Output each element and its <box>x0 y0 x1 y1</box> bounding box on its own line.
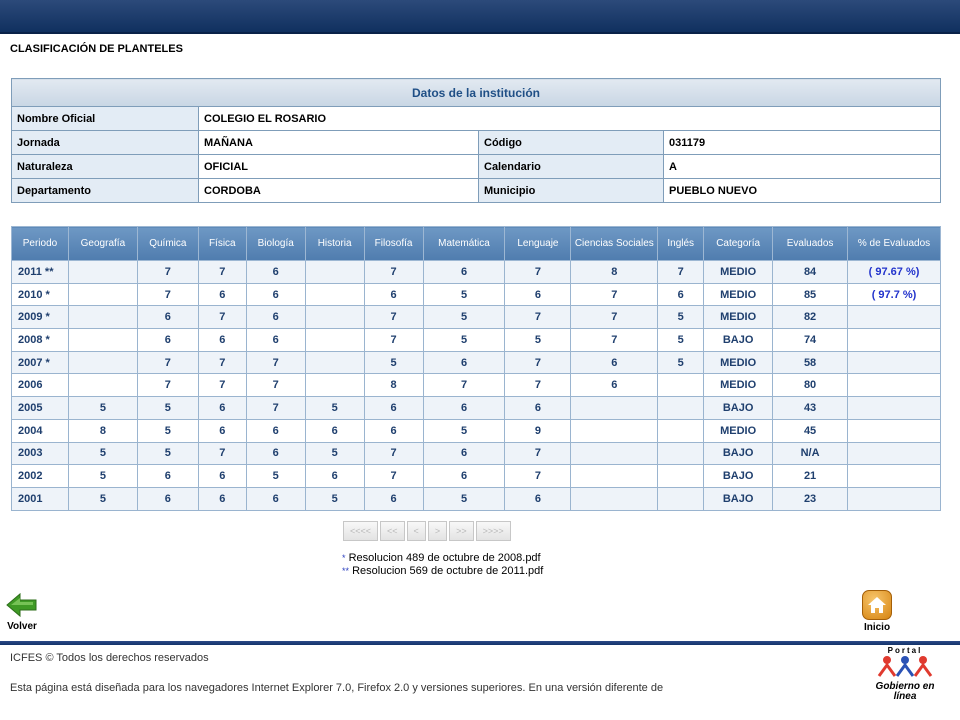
table-cell: 6 <box>364 419 423 442</box>
gov-portal-label: Portal <box>887 646 923 655</box>
departamento-label: Departamento <box>12 179 199 203</box>
table-cell: 80 <box>773 374 848 397</box>
table-cell: 6 <box>198 397 246 420</box>
table-cell <box>658 419 704 442</box>
page-next-many-button[interactable]: >> <box>449 521 474 541</box>
table-cell: 6 <box>364 283 423 306</box>
table-cell: 43 <box>773 397 848 420</box>
table-cell: 5 <box>423 306 505 329</box>
column-header-11: Categoría <box>704 227 773 261</box>
table-cell: 5 <box>505 329 571 352</box>
column-header-4: Biología <box>246 227 305 261</box>
table-cell: 6 <box>246 306 305 329</box>
table-cell: 6 <box>505 283 571 306</box>
table-cell: BAJO <box>704 329 773 352</box>
table-cell: 7 <box>364 306 423 329</box>
page-title: CLASIFICACIÓN DE PLANTELES <box>10 43 183 55</box>
table-cell: 7 <box>137 261 198 284</box>
table-cell <box>305 283 364 306</box>
period-cell: 2011 ** <box>12 261 69 284</box>
table-cell <box>658 397 704 420</box>
table-cell <box>305 261 364 284</box>
table-cell: 5 <box>137 442 198 465</box>
table-cell <box>305 374 364 397</box>
table-cell <box>68 261 137 284</box>
table-cell: 8 <box>571 261 658 284</box>
table-cell: 6 <box>364 397 423 420</box>
table-cell: 6 <box>423 261 505 284</box>
table-cell: 7 <box>364 465 423 488</box>
table-cell: 5 <box>137 397 198 420</box>
page-next-button[interactable]: > <box>428 521 447 541</box>
column-header-12: Evaluados <box>773 227 848 261</box>
table-cell: 45 <box>773 419 848 442</box>
table-cell: MEDIO <box>704 374 773 397</box>
municipio-label: Municipio <box>479 179 664 203</box>
table-cell <box>848 329 941 352</box>
column-header-1: Geografía <box>68 227 137 261</box>
table-cell: 6 <box>658 283 704 306</box>
table-cell <box>848 306 941 329</box>
table-cell: 82 <box>773 306 848 329</box>
table-row <box>12 442 941 465</box>
period-cell: 2010 * <box>12 283 69 306</box>
note-2011-link[interactable]: Resolucion 569 de octubre de 2011.pdf <box>352 565 544 577</box>
table-cell: 6 <box>137 306 198 329</box>
table-cell <box>848 465 941 488</box>
table-cell <box>68 306 137 329</box>
column-header-8: Lenguaje <box>505 227 571 261</box>
gov-name-label: Gobierno en línea <box>875 681 935 702</box>
table-cell <box>658 442 704 465</box>
table-cell: 58 <box>773 351 848 374</box>
table-cell: 5 <box>305 442 364 465</box>
table-cell <box>68 329 137 352</box>
gobierno-en-linea-logo[interactable] <box>864 646 946 702</box>
table-cell: 7 <box>198 442 246 465</box>
resolution-notes <box>342 552 543 578</box>
table-cell: 6 <box>246 261 305 284</box>
period-cell: 2005 <box>12 397 69 420</box>
people-figures-icon <box>875 655 935 677</box>
table-cell: 7 <box>505 261 571 284</box>
page-first-button[interactable]: <<<< <box>343 521 378 541</box>
table-cell: BAJO <box>704 397 773 420</box>
table-cell: 5 <box>423 283 505 306</box>
table-cell: BAJO <box>704 465 773 488</box>
table-cell: 7 <box>364 261 423 284</box>
institution-table <box>11 78 941 203</box>
table-cell <box>305 351 364 374</box>
table-cell <box>68 374 137 397</box>
table-cell: BAJO <box>704 442 773 465</box>
table-cell: 7 <box>198 374 246 397</box>
table-cell: 7 <box>137 374 198 397</box>
table-cell: 7 <box>658 261 704 284</box>
jornada-value: MAÑANA <box>199 131 479 155</box>
calendario-value: A <box>664 155 941 179</box>
table-cell <box>848 374 941 397</box>
table-cell <box>305 306 364 329</box>
table-cell: 6 <box>423 351 505 374</box>
table-cell: 5 <box>305 487 364 510</box>
table-cell: 7 <box>505 306 571 329</box>
codigo-label: Código <box>479 131 664 155</box>
table-cell: 9 <box>505 419 571 442</box>
browser-note: Esta página está diseñada para los navegadores Internet Explorer 7.0, Firefox 2.0 y versiones superiores. En una versión diferente de <box>10 682 664 694</box>
table-cell: MEDIO <box>704 419 773 442</box>
table-cell <box>658 465 704 488</box>
table-row <box>12 487 941 510</box>
table-cell: 6 <box>137 465 198 488</box>
period-cell: 2003 <box>12 442 69 465</box>
table-cell: 7 <box>571 306 658 329</box>
table-cell: 5 <box>423 329 505 352</box>
table-cell <box>571 397 658 420</box>
table-cell <box>571 419 658 442</box>
table-cell: 7 <box>246 397 305 420</box>
table-cell <box>571 487 658 510</box>
table-cell <box>848 419 941 442</box>
results-body <box>12 261 941 511</box>
table-cell: 5 <box>305 397 364 420</box>
home-button[interactable] <box>862 590 892 633</box>
municipio-value: PUEBLO NUEVO <box>664 179 941 203</box>
table-cell: 6 <box>505 397 571 420</box>
column-header-5: Historia <box>305 227 364 261</box>
footer-divider <box>0 641 960 645</box>
table-cell: 7 <box>198 351 246 374</box>
table-cell: BAJO <box>704 487 773 510</box>
codigo-value: 031179 <box>664 131 941 155</box>
table-cell <box>658 374 704 397</box>
table-row <box>12 351 941 374</box>
table-cell: 6 <box>198 283 246 306</box>
table-cell <box>305 329 364 352</box>
period-cell: 2009 * <box>12 306 69 329</box>
table-cell: 74 <box>773 329 848 352</box>
table-cell: 6 <box>571 374 658 397</box>
table-cell <box>68 283 137 306</box>
note-2008 <box>342 552 543 565</box>
table-cell: 6 <box>246 329 305 352</box>
page-prev-many-button[interactable]: << <box>380 521 405 541</box>
table-cell: MEDIO <box>704 261 773 284</box>
naturaleza-value: OFICIAL <box>199 155 479 179</box>
table-cell: MEDIO <box>704 306 773 329</box>
table-cell: 7 <box>423 374 505 397</box>
table-cell <box>571 442 658 465</box>
table-cell: 23 <box>773 487 848 510</box>
table-cell: 5 <box>658 329 704 352</box>
copyright-text: ICFES © Todos los derechos reservados <box>10 652 209 664</box>
table-cell: 5 <box>137 419 198 442</box>
table-cell: 21 <box>773 465 848 488</box>
period-cell: 2001 <box>12 487 69 510</box>
back-button[interactable] <box>5 592 39 632</box>
table-cell: 8 <box>364 374 423 397</box>
table-cell: 6 <box>423 465 505 488</box>
table-cell: 7 <box>137 351 198 374</box>
table-cell: 6 <box>198 465 246 488</box>
note-2011-marker: ** <box>342 566 350 576</box>
table-cell: 5 <box>658 351 704 374</box>
table-cell: 7 <box>364 442 423 465</box>
table-row <box>12 283 941 306</box>
column-header-0: Periodo <box>12 227 69 261</box>
results-table <box>11 226 941 511</box>
table-cell: 6 <box>246 419 305 442</box>
table-cell: 5 <box>68 397 137 420</box>
nombre-label: Nombre Oficial <box>12 107 199 131</box>
table-cell <box>68 351 137 374</box>
column-header-3: Física <box>198 227 246 261</box>
table-cell: 6 <box>423 397 505 420</box>
table-cell: 5 <box>423 419 505 442</box>
table-cell <box>658 487 704 510</box>
table-cell: N/A <box>773 442 848 465</box>
table-cell: 7 <box>505 465 571 488</box>
period-cell: 2002 <box>12 465 69 488</box>
table-cell: 7 <box>198 261 246 284</box>
naturaleza-label: Naturaleza <box>12 155 199 179</box>
table-cell: 7 <box>246 374 305 397</box>
table-cell <box>848 397 941 420</box>
nombre-value: COLEGIO EL ROSARIO <box>199 107 941 131</box>
table-row <box>12 329 941 352</box>
table-cell: 6 <box>505 487 571 510</box>
table-cell: 6 <box>305 465 364 488</box>
table-cell: 6 <box>198 329 246 352</box>
column-header-13: % de Evaluados <box>848 227 941 261</box>
table-cell: 7 <box>505 374 571 397</box>
note-2011 <box>342 565 543 578</box>
green-left-arrow-icon <box>5 592 39 618</box>
table-cell: ( 97.67 %) <box>848 261 941 284</box>
table-cell: 6 <box>246 442 305 465</box>
table-cell: 5 <box>68 465 137 488</box>
table-row <box>12 261 941 284</box>
table-cell: 5 <box>246 465 305 488</box>
table-cell: 7 <box>364 329 423 352</box>
table-cell: 7 <box>505 351 571 374</box>
table-cell: 5 <box>68 442 137 465</box>
table-cell: MEDIO <box>704 351 773 374</box>
table-cell: MEDIO <box>704 283 773 306</box>
column-header-6: Filosofía <box>364 227 423 261</box>
table-cell: 6 <box>137 329 198 352</box>
table-cell: 7 <box>137 283 198 306</box>
table-cell: 7 <box>198 306 246 329</box>
column-header-7: Matemática <box>423 227 505 261</box>
table-cell: 6 <box>198 487 246 510</box>
table-cell: 8 <box>68 419 137 442</box>
table-row <box>12 306 941 329</box>
table-cell: 7 <box>246 351 305 374</box>
note-2008-link[interactable]: Resolucion 489 de octubre de 2008.pdf <box>348 552 541 564</box>
table-cell: 85 <box>773 283 848 306</box>
column-header-10: Inglés <box>658 227 704 261</box>
page-last-button[interactable]: >>>> <box>476 521 511 541</box>
table-cell: 5 <box>658 306 704 329</box>
table-cell: 6 <box>198 419 246 442</box>
table-cell: ( 97.7 %) <box>848 283 941 306</box>
table-row <box>12 374 941 397</box>
note-2008-marker: * <box>342 553 346 563</box>
table-row <box>12 397 941 420</box>
home-label: Inicio <box>863 622 891 633</box>
house-icon <box>862 590 892 620</box>
jornada-label: Jornada <box>12 131 199 155</box>
table-cell: 5 <box>68 487 137 510</box>
back-label: Volver <box>7 621 37 632</box>
table-cell: 84 <box>773 261 848 284</box>
table-cell: 5 <box>423 487 505 510</box>
table-cell: 7 <box>505 442 571 465</box>
table-row <box>12 465 941 488</box>
table-cell <box>848 487 941 510</box>
table-cell: 7 <box>571 329 658 352</box>
institution-heading: Datos de la institución <box>12 79 941 107</box>
period-cell: 2006 <box>12 374 69 397</box>
table-cell: 6 <box>246 283 305 306</box>
table-cell <box>848 351 941 374</box>
pagination <box>343 521 511 541</box>
period-cell: 2004 <box>12 419 69 442</box>
column-header-2: Química <box>137 227 198 261</box>
results-header-row <box>12 227 941 261</box>
period-cell: 2007 * <box>12 351 69 374</box>
column-header-9: Ciencias Sociales <box>571 227 658 261</box>
table-cell <box>848 442 941 465</box>
table-cell: 6 <box>364 487 423 510</box>
table-cell: 6 <box>423 442 505 465</box>
table-cell: 6 <box>246 487 305 510</box>
departamento-value: CORDOBA <box>199 179 479 203</box>
top-banner <box>0 0 960 34</box>
calendario-label: Calendario <box>479 155 664 179</box>
period-cell: 2008 * <box>12 329 69 352</box>
table-cell: 7 <box>571 283 658 306</box>
table-row <box>12 419 941 442</box>
table-cell: 6 <box>137 487 198 510</box>
table-cell: 6 <box>305 419 364 442</box>
table-cell <box>571 465 658 488</box>
page-prev-button[interactable]: < <box>407 521 426 541</box>
table-cell: 6 <box>571 351 658 374</box>
table-cell: 5 <box>364 351 423 374</box>
